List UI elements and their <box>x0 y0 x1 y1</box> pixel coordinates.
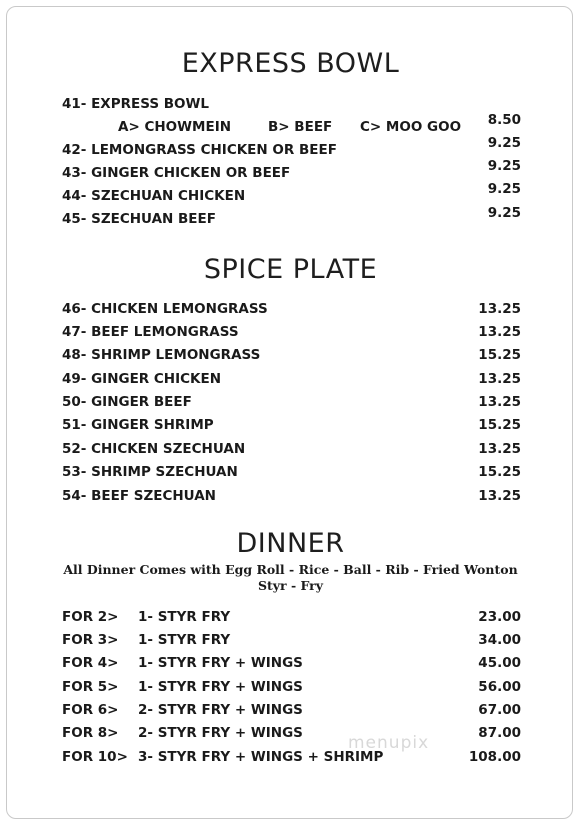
express-option-a: A> CHOWMEIN <box>118 119 232 135</box>
price-53: 15.25 <box>478 464 521 480</box>
menu-item-42: 42- LEMONGRASS CHICKEN OR BEEF <box>62 142 337 158</box>
price-43: 9.25 <box>487 158 521 174</box>
price-46: 13.25 <box>478 301 521 317</box>
price-52: 13.25 <box>478 441 521 457</box>
dinner-price-6: 67.00 <box>478 702 521 718</box>
spice-plate-title: SPICE PLATE <box>203 254 378 285</box>
dinner-price-10: 108.00 <box>468 749 521 765</box>
dinner-desc-3: 1- STYR FRY <box>138 632 231 648</box>
dinner-for-4: FOR 4> <box>62 655 119 671</box>
dinner-price-3: 34.00 <box>478 632 521 648</box>
dinner-desc-6: 2- STYR FRY + WINGS <box>138 702 303 718</box>
price-44: 9.25 <box>487 181 521 197</box>
dinner-desc-10: 3- STYR FRY + WINGS + SHRIMP <box>138 749 384 765</box>
menu-item-43: 43- GINGER CHICKEN OR BEEF <box>62 165 291 181</box>
dinner-note-line-1: All Dinner Comes with Egg Roll - Rice - Ball - Rib - Fried Wonton <box>63 562 518 577</box>
dinner-desc-8: 2- STYR FRY + WINGS <box>138 725 303 741</box>
menu-item-53: 53- SHRIMP SZECHUAN <box>62 464 238 480</box>
dinner-note-line-2: Styr - Fry <box>257 578 324 593</box>
menu-item-41: 41- EXPRESS BOWL <box>62 96 210 112</box>
menu-item-44: 44- SZECHUAN CHICKEN <box>62 188 246 204</box>
express-option-c: C> MOO GOO <box>360 119 462 135</box>
dinner-price-8: 87.00 <box>478 725 521 741</box>
dinner-for-5: FOR 5> <box>62 679 119 695</box>
express-bowl-title: EXPRESS BOWL <box>181 48 400 79</box>
dinner-for-6: FOR 6> <box>62 702 119 718</box>
dinner-for-2: FOR 2> <box>62 609 119 625</box>
dinner-price-5: 56.00 <box>478 679 521 695</box>
dinner-desc-4: 1- STYR FRY + WINGS <box>138 655 303 671</box>
menu-item-51: 51- GINGER SHRIMP <box>62 417 214 433</box>
menu-item-47: 47- BEEF LEMONGRASS <box>62 324 239 340</box>
menu-item-49: 49- GINGER CHICKEN <box>62 371 222 387</box>
menu-item-52: 52- CHICKEN SZECHUAN <box>62 441 246 457</box>
menu-item-54: 54- BEEF SZECHUAN <box>62 488 216 504</box>
price-42: 9.25 <box>487 135 521 151</box>
dinner-price-4: 45.00 <box>478 655 521 671</box>
dinner-for-3: FOR 3> <box>62 632 119 648</box>
menu-item-50: 50- GINGER BEEF <box>62 394 192 410</box>
price-54: 13.25 <box>478 488 521 504</box>
dinner-desc-5: 1- STYR FRY + WINGS <box>138 679 303 695</box>
dinner-for-8: FOR 8> <box>62 725 119 741</box>
menu-item-45: 45- SZECHUAN BEEF <box>62 211 216 227</box>
express-option-b: B> BEEF <box>268 119 333 135</box>
price-51: 15.25 <box>478 417 521 433</box>
price-45: 9.25 <box>487 205 521 221</box>
dinner-price-2: 23.00 <box>478 609 521 625</box>
price-49: 13.25 <box>478 371 521 387</box>
dinner-title: DINNER <box>236 528 345 559</box>
price-50: 13.25 <box>478 394 521 410</box>
dinner-desc-2: 1- STYR FRY <box>138 609 231 625</box>
menu-item-48: 48- SHRIMP LEMONGRASS <box>62 347 261 363</box>
price-41: 8.50 <box>487 112 521 128</box>
menu-item-46: 46- CHICKEN LEMONGRASS <box>62 301 268 317</box>
price-48: 15.25 <box>478 347 521 363</box>
price-47: 13.25 <box>478 324 521 340</box>
menupix-watermark: menupix <box>348 733 430 753</box>
dinner-for-10: FOR 10> <box>62 749 128 765</box>
